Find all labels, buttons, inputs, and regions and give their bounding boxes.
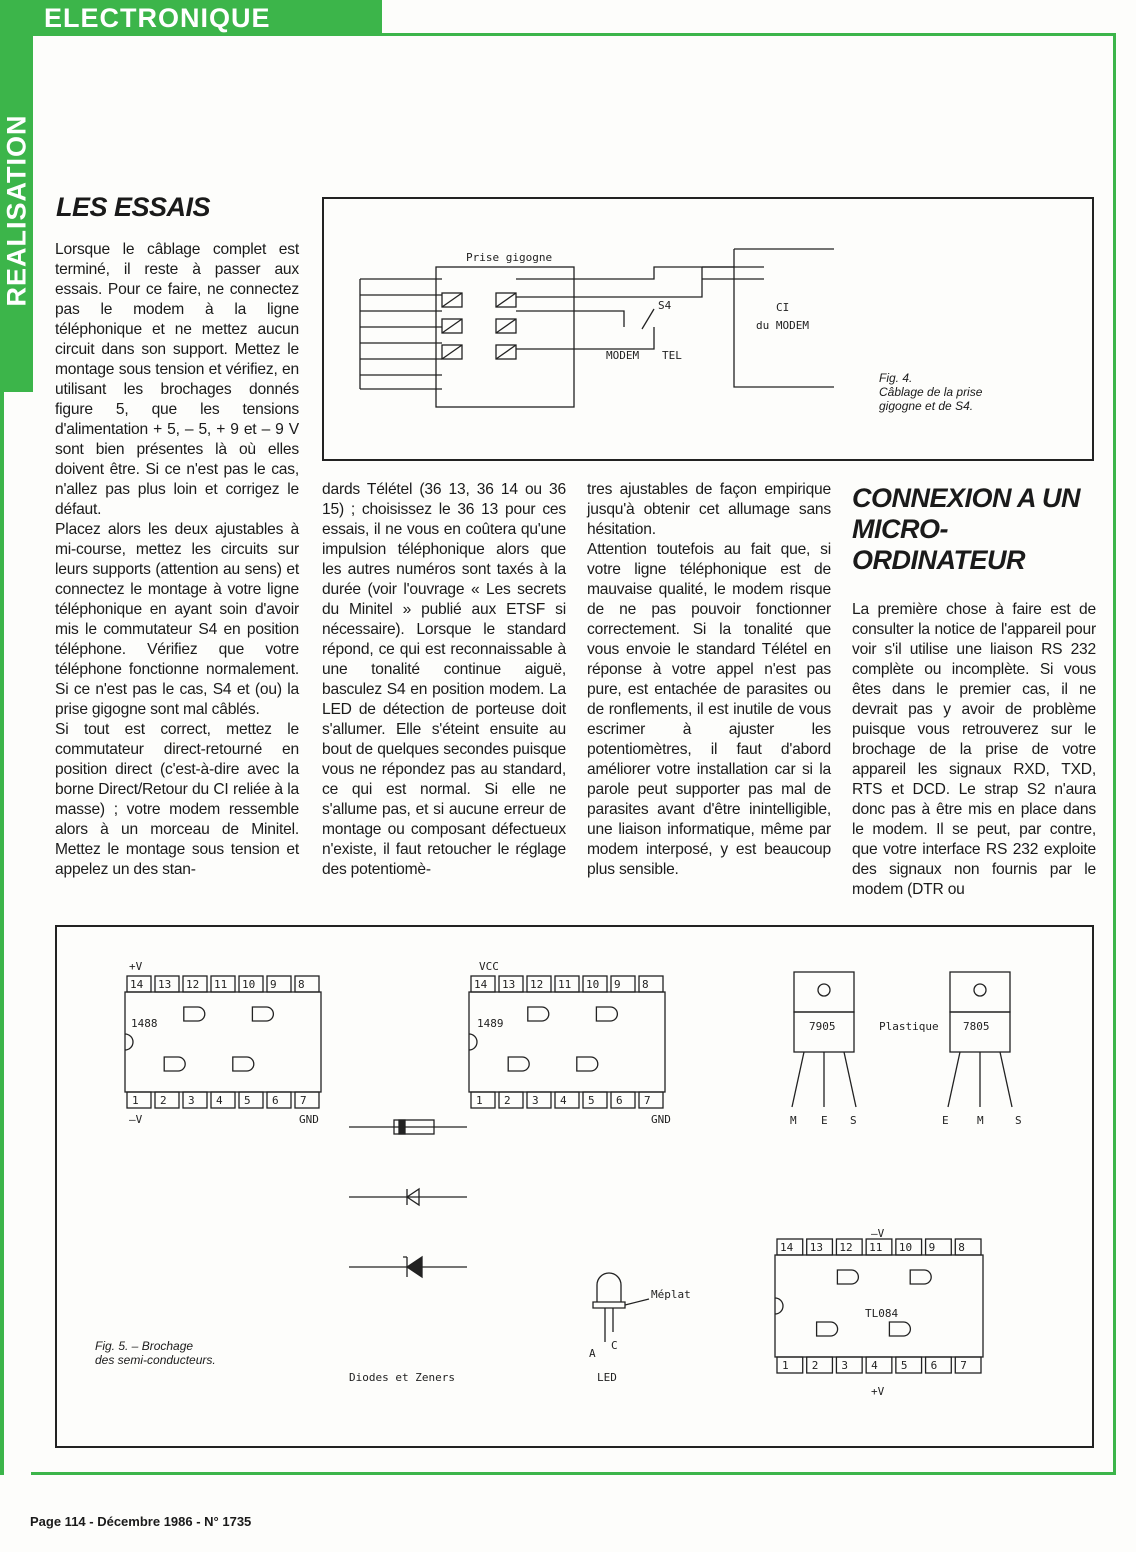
ic-1488 bbox=[125, 976, 321, 1108]
pin-bottom bbox=[926, 1357, 952, 1373]
heading-les-essais: LES ESSAIS bbox=[56, 192, 211, 222]
pin-number: 3 bbox=[532, 1094, 539, 1107]
tel-label: TEL bbox=[662, 349, 682, 362]
pin-number: 6 bbox=[272, 1094, 279, 1107]
ic2-name: 1489 bbox=[477, 1017, 504, 1030]
column-1 bbox=[55, 240, 299, 880]
pin-number: 3 bbox=[188, 1094, 195, 1107]
caption-number: Fig. 4. bbox=[879, 371, 913, 385]
led-symbol bbox=[593, 1273, 649, 1342]
figure-4 bbox=[322, 197, 1094, 461]
pin-bottom bbox=[127, 1092, 151, 1108]
gate-symbol bbox=[508, 1057, 529, 1071]
pin-number: 1 bbox=[476, 1094, 483, 1107]
gate-symbol bbox=[577, 1057, 598, 1071]
gate-symbol bbox=[817, 1322, 838, 1336]
paragraph: Attention toutefois au fait que, si votre ligne téléphonique est de mauvaise qualité, le modem risque de ne pas pouvoir fonctionner correctement. Si la tonalité que vous envoie le standard Télétel en réponse à votre appel n'est pas pure, est entachée de parasites ou de ronflements, il est inutile de vous escrimer à ajuster les potentiomètres, il faut d'abord améliorer votre installation car si la parole peut supporter pas mal de parasites avant d'être inintelligible, une liaison informatique, même par modem interposé, y est beaucoup plus sensible. bbox=[587, 541, 831, 878]
pin-number: 11 bbox=[214, 978, 228, 991]
pin-bottom bbox=[866, 1357, 892, 1373]
pin-number: 13 bbox=[502, 978, 516, 991]
gate-symbol bbox=[837, 1270, 858, 1284]
led-anode-label: A bbox=[589, 1347, 596, 1360]
paragraph: Lorsque le câblage complet est terminé, il reste à passer aux essais. Pour ce faire, ne connectez pas le modem à la ligne téléphonique et ne mettez aucun circuit dans son support. Mettez le montage sous tension et vérifiez, en utilisant les brochages donnés figure 5, que les tensions d'alimentation + 5, – 5, + 9 et – 9 V sont bien présentes là où elles doivent être. Si ce n'est pas le cas, n'allez pas plus loin et corrigez le défaut. bbox=[55, 241, 299, 518]
pin-number: 14 bbox=[474, 978, 488, 991]
pin-label: M bbox=[977, 1114, 984, 1127]
fig4-caption bbox=[879, 371, 989, 413]
reg2-name: 7805 bbox=[963, 1020, 990, 1033]
prise-label: Prise gigogne bbox=[466, 251, 553, 264]
pin-bottom bbox=[471, 1092, 495, 1108]
pin-bottom bbox=[777, 1357, 803, 1373]
figure-5 bbox=[55, 925, 1094, 1448]
pin-number: 1 bbox=[132, 1094, 139, 1107]
pin-number: 1 bbox=[782, 1359, 789, 1372]
pin-label: S bbox=[850, 1114, 857, 1127]
ci-modem-label: du MODEM bbox=[756, 319, 809, 332]
regulator-7805 bbox=[948, 972, 1012, 1107]
pin-bottom bbox=[211, 1092, 235, 1108]
wiring-diagram bbox=[324, 199, 1092, 459]
paragraph: Placez alors les deux ajustables à mi-course, mettez les circuits sur leurs supports (attention au sens) et connectez le montage à votre ligne téléphonique en ayant soin d'avoir mis le commutateur S4 en position téléphone. Vérifiez que votre téléphone fonctionne normalement. Si ce n'est pas le cas, S4 et (ou) la prise gigogne sont mal câblés. bbox=[55, 521, 299, 718]
ic1-bottom-label: –V bbox=[129, 1113, 143, 1126]
ic-tl084 bbox=[775, 1239, 983, 1373]
pin-number: 11 bbox=[869, 1241, 883, 1254]
modem-label: MODEM bbox=[606, 349, 640, 362]
pin-number: 14 bbox=[780, 1241, 794, 1254]
page-frame-left bbox=[0, 390, 4, 1475]
gate-symbol bbox=[528, 1007, 549, 1021]
ic2-top-label: VCC bbox=[479, 960, 499, 973]
gate-symbol bbox=[910, 1270, 931, 1284]
pin-number: 4 bbox=[560, 1094, 567, 1107]
pin-number: 8 bbox=[958, 1241, 965, 1254]
pin-bottom bbox=[836, 1357, 862, 1373]
pin-number: 5 bbox=[900, 1359, 908, 1372]
pinout-diagram bbox=[57, 927, 1092, 1446]
pin-number: 5 bbox=[588, 1094, 595, 1107]
pin-number: 9 bbox=[928, 1241, 936, 1254]
pin-bottom bbox=[583, 1092, 607, 1108]
pin-number: 4 bbox=[216, 1094, 223, 1107]
pin-number: 12 bbox=[186, 978, 200, 991]
pin-bottom bbox=[499, 1092, 523, 1108]
ic-body bbox=[469, 992, 665, 1092]
pin-number: 13 bbox=[158, 978, 172, 991]
pin-bottom bbox=[807, 1357, 833, 1373]
pin-number: 7 bbox=[644, 1094, 651, 1107]
rubric-strip bbox=[0, 30, 33, 392]
pin-label: M bbox=[790, 1114, 797, 1127]
section-tab: ELECTRONIQUE bbox=[0, 0, 382, 36]
ic-body bbox=[125, 992, 321, 1092]
rubric-label: REALISATION bbox=[1, 114, 32, 307]
pin-number: 12 bbox=[530, 978, 544, 991]
caption-number: Fig. 5. – Brochage bbox=[95, 1339, 194, 1353]
gate-symbol bbox=[596, 1007, 617, 1021]
pin-number: 7 bbox=[300, 1094, 307, 1107]
paragraph: tres ajustables de façon empirique jusqu'à obtenir cet allumage sans hésitation. bbox=[587, 481, 831, 538]
pin-number: 8 bbox=[642, 978, 649, 991]
pin-bottom bbox=[611, 1092, 635, 1108]
fig5-caption bbox=[95, 1339, 216, 1367]
pin-number: 4 bbox=[871, 1359, 878, 1372]
pin-bottom bbox=[239, 1092, 263, 1108]
pin-bottom bbox=[639, 1092, 663, 1108]
pin-number: 6 bbox=[930, 1359, 938, 1372]
diode-symbols bbox=[349, 1120, 467, 1277]
pin-bottom bbox=[267, 1092, 291, 1108]
ic-1489 bbox=[469, 976, 665, 1108]
paragraph: La première chose à faire est de consulter la notice de l'appareil pour voir s'il utilise une liaison RS 232 complète ou incomplète. Si vous êtes dans le premier cas, il ne devrait pas y avoir de problème puisque vous retrouverez sur le brochage de la prise de votre appareil les signaux RXD, TXD, RTS et DCD. Le strap S2 n'aura donc pas à être mis en place dans le modem. Il se peut, par contre, que votre interface RS 232 exploite des signaux non fournis par le modem (DTR ou bbox=[852, 601, 1096, 898]
paragraph: dards Télétel (36 13, 36 14 ou 36 15) ; choisissez le 36 13 pour ces essais, il ne vous en coûtera qu'une impulsion téléphonique alors que les autres numéros sont taxés à la durée (voir l'ouvrage « Les secrets du Minitel » publié aux ETSF si nécessaire). Lorsque le standard répond, ce qui est reconnaissable à une tonalité continue aiguë, basculez S4 en position modem. La LED de détection de porteuse doit s'allumer. Elle s'éteint ensuite au bout de quelques secondes puisque vous ne répondez pas au standard, ce qui est normal. Si elle ne s'allume pas, et si aucune erreur de montage ou composant défectueux n'existe, il faut retoucher le réglage des potentiomè- bbox=[322, 481, 566, 878]
pin-label: E bbox=[821, 1114, 828, 1127]
gate-symbol bbox=[233, 1057, 254, 1071]
pin-label: S bbox=[1015, 1114, 1022, 1127]
reg1-name: 7905 bbox=[809, 1020, 836, 1033]
pin-number: 3 bbox=[841, 1359, 849, 1372]
ic1-name: 1488 bbox=[131, 1017, 158, 1030]
led-cathode-label: C bbox=[611, 1339, 618, 1352]
ci-label: CI bbox=[776, 301, 790, 314]
pin-number: 13 bbox=[809, 1241, 823, 1254]
column-3 bbox=[587, 480, 831, 880]
caption-text: des semi-conducteurs. bbox=[95, 1353, 216, 1367]
notch-icon bbox=[775, 1298, 783, 1314]
gate-symbol bbox=[889, 1322, 910, 1336]
pin-number: 14 bbox=[130, 978, 144, 991]
pin-number: 9 bbox=[270, 978, 277, 991]
ic2-gnd-label: GND bbox=[651, 1113, 671, 1126]
ic1-top-label: +V bbox=[129, 960, 143, 973]
gate-symbol bbox=[184, 1007, 205, 1021]
pin-number: 9 bbox=[614, 978, 621, 991]
ic1-gnd-label: GND bbox=[299, 1113, 319, 1126]
pin-number: 7 bbox=[960, 1359, 967, 1372]
plastique-label: Plastique bbox=[879, 1020, 939, 1033]
pin-bottom bbox=[555, 1092, 579, 1108]
pin-number: 5 bbox=[244, 1094, 251, 1107]
pin-number: 2 bbox=[811, 1359, 819, 1372]
pin-number: 12 bbox=[839, 1241, 853, 1254]
led-label: LED bbox=[597, 1371, 617, 1384]
pin-number: 11 bbox=[558, 978, 572, 991]
meplat-label: Méplat bbox=[651, 1288, 691, 1301]
pin-number: 10 bbox=[898, 1241, 913, 1254]
pin-number: 8 bbox=[298, 978, 305, 991]
column-2 bbox=[322, 480, 566, 880]
pin-bottom bbox=[155, 1092, 179, 1108]
tl084-bottom-label: +V bbox=[871, 1385, 885, 1398]
s4-label: S4 bbox=[658, 299, 672, 312]
ic-body bbox=[775, 1255, 983, 1357]
regulator-7905 bbox=[792, 972, 856, 1107]
pin-number: 6 bbox=[616, 1094, 623, 1107]
pin-bottom bbox=[183, 1092, 207, 1108]
tl084-name: TL084 bbox=[865, 1307, 899, 1320]
pin-label: E bbox=[942, 1114, 949, 1127]
column-4 bbox=[852, 600, 1096, 900]
heading-connexion: CONNEXION A UN MICRO-ORDINATEUR bbox=[852, 483, 1081, 575]
pin-number: 2 bbox=[504, 1094, 511, 1107]
pin-number: 10 bbox=[242, 978, 256, 991]
plug-contacts bbox=[442, 293, 516, 359]
notch-icon bbox=[125, 1034, 133, 1050]
pin-bottom bbox=[955, 1357, 981, 1373]
pin-bottom bbox=[896, 1357, 922, 1373]
notch-icon bbox=[469, 1034, 477, 1050]
pin-bottom bbox=[295, 1092, 319, 1108]
paragraph: Si tout est correct, mettez le commutateur direct-retourné en position direct (c'est-à-dire avec la borne Direct/Retour du CI reliée à la masse) ; votre modem ressemble alors à un morceau de Minitel. Mettez le montage sous tension et appelez un des stan- bbox=[55, 721, 299, 878]
pin-number: 2 bbox=[160, 1094, 167, 1107]
tl084-top-label: –V bbox=[871, 1227, 885, 1240]
pin-bottom bbox=[527, 1092, 551, 1108]
caption-text: Câblage de la prise gigogne et de S4. bbox=[879, 385, 983, 413]
page-footer: Page 114 - Décembre 1986 - N° 1735 bbox=[30, 1514, 252, 1529]
gate-symbol bbox=[164, 1057, 185, 1071]
gate-symbol bbox=[252, 1007, 273, 1021]
diodes-label: Diodes et Zeners bbox=[349, 1371, 455, 1384]
pin-number: 10 bbox=[586, 978, 600, 991]
